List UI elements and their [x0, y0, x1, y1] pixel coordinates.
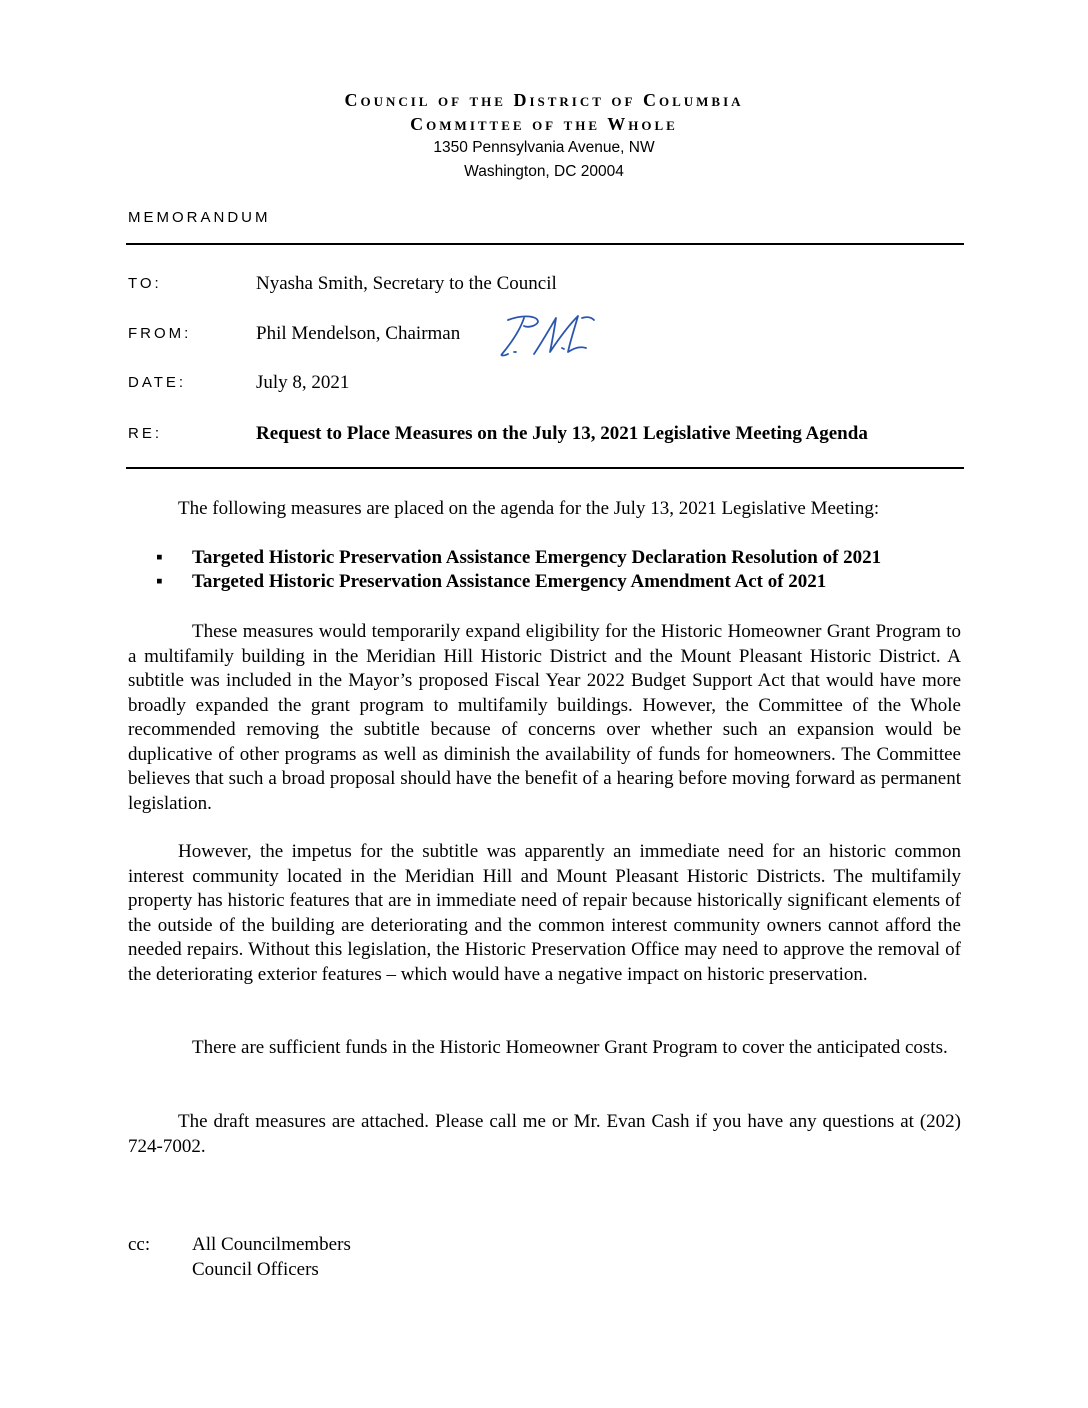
measure-title: Targeted Historic Preservation Assistance Emergency Declaration Resolution of 2021 [192, 547, 882, 568]
date-value: July 8, 2021 [256, 372, 350, 393]
body-paragraph-1: These measures would temporarily expand eligibility for the Historic Homeowner Grant Program to a multifamily building in the Meridian Hill Historic District and the Mount Pleasant Historic District. A subtitle was included in the Mayor’s proposed Fiscal Year 2022 Budget Support Act that would have more broadly expanded the grant program to multifamily buildings. However, the Committee of the Whole recommended removing the subtitle because of concerns over whether such an expansion would be duplicative of other programs as well as diminish the availability of funds for homeowners. The Committee believes that such a broad proposal should have the benefit of a hearing before moving forward as permanent legislation. [128, 621, 961, 814]
memorandum-label: MEMORANDUM [128, 209, 271, 226]
to-label: TO: [128, 275, 162, 292]
from-label: FROM: [128, 325, 192, 342]
bullet-mark: ▪ [156, 571, 163, 592]
re-value: Request to Place Measures on the July 13, 2021 Legislative Meeting Agenda [256, 423, 868, 444]
letterhead [0, 88, 1088, 184]
letterhead-street-address: 1350 Pennsylvania Avenue, NW [433, 139, 655, 156]
body-paragraph-3: There are sufficient funds in the Historic Homeowner Grant Program to cover the anticipated costs. [192, 1037, 948, 1058]
from-value: Phil Mendelson, Chairman [256, 323, 461, 344]
body-paragraph-4: The draft measures are attached. Please call me or Mr. Evan Cash if you have any questions at (202) 724-7002. [128, 1111, 961, 1157]
list-item [156, 570, 976, 594]
date-label: DATE: [128, 374, 187, 391]
header-top-rule [126, 243, 964, 245]
measure-title: Targeted Historic Preservation Assistance Emergency Amendment Act of 2021 [192, 571, 827, 592]
cc-recipient: Council Officers [192, 1258, 319, 1280]
letterhead-city-address: Washington, DC 20004 [464, 163, 624, 180]
re-label: RE: [128, 425, 163, 442]
header-to-row [128, 271, 968, 299]
to-value: Nyasha Smith, Secretary to the Council [256, 273, 557, 294]
handwritten-signature [494, 308, 598, 362]
header-date-row [128, 370, 968, 398]
cc-recipient: All Councilmembers [192, 1234, 351, 1255]
body-paragraph-2: However, the impetus for the subtitle was apparently an immediate need for an historic common interest community located in the Meridian Hill and Mount Pleasant Historic Districts. The multifamily property has historic features that are in immediate need of repair because historically significant elements of the outside of the building are deteriorating and the common interest community owners cannot afford the needed repairs. Without this legislation, the Historic Preservation Office may need to approve the removal of the deteriorating exterior features – which would have a negative impact on historic preservation. [128, 841, 961, 985]
letterhead-council-name: Council of the District of Columbia [344, 90, 744, 110]
intro-paragraph: The following measures are placed on the agenda for the July 13, 2021 Legislative Meeting: [178, 498, 880, 519]
cc-recipients [192, 1233, 351, 1282]
bullet-mark: ▪ [156, 547, 163, 568]
cc-label: cc: [128, 1234, 151, 1255]
header-bottom-rule [126, 467, 964, 469]
letterhead-committee-name: Committee of the Whole [410, 114, 678, 134]
header-re-row [128, 421, 968, 449]
list-item [156, 546, 976, 570]
measures-list [156, 546, 976, 594]
